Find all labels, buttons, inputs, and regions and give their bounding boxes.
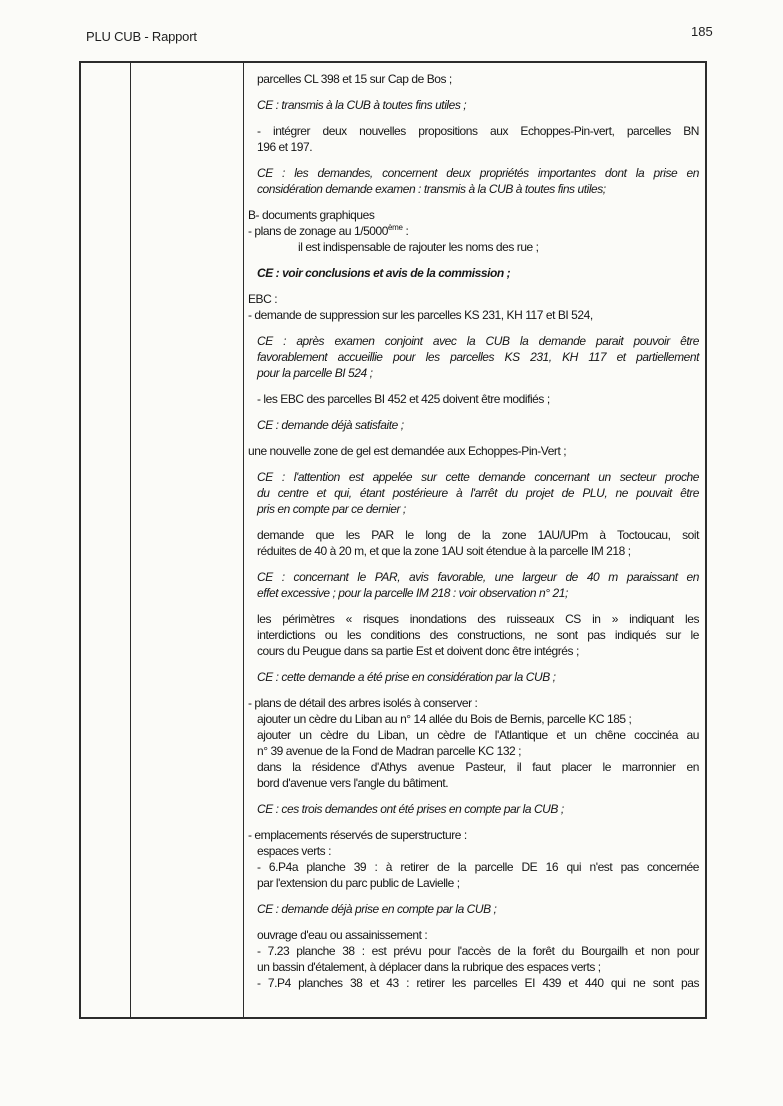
doc-line: espaces verts : bbox=[257, 844, 331, 858]
table-content-column bbox=[244, 63, 705, 1017]
paragraph-ce-response bbox=[248, 165, 699, 197]
doc-line: - plans de détail des arbres isolés à conserver : bbox=[248, 696, 478, 710]
paragraph-ce-conclusion bbox=[248, 265, 699, 281]
doc-line: pour la parcelle BI 524 ; bbox=[257, 366, 373, 380]
doc-line: B- documents graphiques bbox=[248, 208, 375, 222]
doc-line: CE : concernant le PAR, avis favorable, une largeur de 40 m paraissant en bbox=[257, 570, 699, 584]
paragraph-ce-response bbox=[248, 669, 699, 685]
doc-line: - 6.P4a planche 39 : à retirer de la parcelle DE 16 qui n'est pas concernée bbox=[257, 860, 699, 874]
doc-line: ajouter un cèdre du Liban, un cèdre de l'Atlantique et un chêne coccinéa au bbox=[257, 728, 699, 742]
document-header-title: PLU CUB - Rapport bbox=[86, 29, 197, 44]
doc-line-superscript bbox=[248, 223, 699, 239]
doc-line: favorablement accueillie pour les parcelles KS 231, KH 117 et partiellement bbox=[257, 350, 699, 364]
paragraph-zone-gel bbox=[248, 443, 699, 459]
doc-line: CE : demande déjà satisfaite ; bbox=[257, 418, 404, 432]
paragraph-ce-response bbox=[248, 333, 699, 381]
superscript-eme: ème bbox=[387, 223, 403, 232]
paragraph-ce-response bbox=[248, 469, 699, 517]
paragraph-ce-response bbox=[248, 901, 699, 917]
doc-line: bord d'avenue vers l'angle du bâtiment. bbox=[257, 776, 449, 790]
paragraph-ce-response bbox=[248, 801, 699, 817]
paragraph-ebc bbox=[248, 291, 699, 323]
paragraph-ebc-modification bbox=[248, 391, 699, 407]
table-empty-column-1 bbox=[81, 63, 131, 1017]
doc-line: parcelles CL 398 et 15 sur Cap de Bos ; bbox=[257, 72, 452, 86]
doc-line: ouvrage d'eau ou assainissement : bbox=[257, 928, 428, 942]
doc-line: du centre et qui, étant postérieure à l'arrêt du projet de PLU, ne pouvait être bbox=[257, 486, 699, 500]
doc-line: un bassin d'étalement, à déplacer dans la rubrique des espaces verts ; bbox=[257, 960, 601, 974]
doc-line: CE : transmis à la CUB à toutes fins utiles ; bbox=[257, 98, 467, 112]
doc-line: cours du Peugue dans sa partie Est et doivent donc être intégrés ; bbox=[257, 644, 579, 658]
doc-line: EBC : bbox=[248, 292, 278, 306]
paragraph-ouvrage-eau bbox=[248, 927, 699, 991]
doc-line: 196 et 197. bbox=[257, 140, 313, 154]
doc-line: les périmètres « risques inondations des ruisseaux CS in » indiquant les bbox=[257, 612, 699, 626]
doc-line: considération demande examen : transmis à la CUB à toutes fins utiles; bbox=[257, 182, 606, 196]
doc-line: CE : l'attention est appelée sur cette demande concernant un secteur proche bbox=[257, 470, 699, 484]
doc-line: CE : voir conclusions et avis de la commission ; bbox=[257, 266, 511, 280]
doc-line: une nouvelle zone de gel est demandée aux Echoppes-Pin-Vert ; bbox=[248, 444, 567, 458]
report-table bbox=[79, 61, 707, 1019]
doc-line: - 7.P4 planches 38 et 43 : retirer les parcelles EI 439 et 440 qui ne sont pas bbox=[257, 976, 699, 990]
doc-line: ajouter un cèdre du Liban au n° 14 allée du Bois de Bernis, parcelle KC 185 ; bbox=[257, 712, 632, 726]
doc-line: - intégrer deux nouvelles propositions aux Echoppes-Pin-vert, parcelles BN bbox=[257, 124, 699, 138]
doc-line: CE : cette demande a été prise en considération par la CUB ; bbox=[257, 670, 556, 684]
doc-line: - demande de suppression sur les parcelles KS 231, KH 117 et BI 524, bbox=[248, 308, 593, 322]
paragraph-arbres-isoles bbox=[248, 695, 699, 791]
paragraph-documents-graphiques bbox=[248, 207, 699, 255]
paragraph-ce-response bbox=[248, 97, 699, 113]
paragraph-emplacements-reserves bbox=[248, 827, 699, 891]
paragraph-ce-response bbox=[248, 569, 699, 601]
doc-line: effet excessive ; pour la parcelle IM 218 : voir observation n° 21; bbox=[257, 586, 568, 600]
doc-line: il est indispensable de rajouter les noms des rue ; bbox=[298, 240, 539, 254]
doc-line: CE : ces trois demandes ont été prises en compte par la CUB ; bbox=[257, 802, 564, 816]
doc-line-pre: - plans de zonage au 1/5000 bbox=[248, 224, 388, 238]
paragraph-perimetres-inondations bbox=[248, 611, 699, 659]
paragraph-integrer bbox=[248, 123, 699, 155]
doc-line: - emplacements réservés de superstructure : bbox=[248, 828, 467, 842]
doc-line: CE : les demandes, concernent deux propriétés importantes dont la prise en bbox=[257, 166, 699, 180]
doc-line: interdictions ou les conditions des constructions, ne sont pas indiqués sur le bbox=[257, 628, 699, 642]
doc-line-post: : bbox=[402, 224, 409, 238]
doc-line: par l'extension du parc public de Lavielle ; bbox=[257, 876, 460, 890]
doc-line: - les EBC des parcelles BI 452 et 425 doivent être modifiés ; bbox=[257, 392, 550, 406]
page-number: 185 bbox=[691, 24, 713, 39]
paragraph-ce-response bbox=[248, 417, 699, 433]
doc-line: pris en compte par ce dernier ; bbox=[257, 502, 406, 516]
doc-line: CE : après examen conjoint avec la CUB la demande parait pouvoir être bbox=[257, 334, 699, 348]
doc-line: n° 39 avenue de la Fond de Madran parcelle KC 132 ; bbox=[257, 744, 522, 758]
doc-line: CE : demande déjà prise en compte par la CUB ; bbox=[257, 902, 497, 916]
doc-line: dans la résidence d'Athys avenue Pasteur, il faut placer le marronnier en bbox=[257, 760, 699, 774]
doc-line: réduites de 40 à 20 m, et que la zone 1AU soit étendue à la parcelle IM 218 ; bbox=[257, 544, 631, 558]
paragraph-par-demande bbox=[248, 527, 699, 559]
doc-line: demande que les PAR le long de la zone 1AU/UPm à Toctoucau, soit bbox=[257, 528, 699, 542]
doc-line: - 7.23 planche 38 : est prévu pour l'accès de la forêt du Bourgailh et non pour bbox=[257, 944, 699, 958]
table-empty-column-2 bbox=[131, 63, 244, 1017]
paragraph-parcelles bbox=[248, 71, 699, 87]
